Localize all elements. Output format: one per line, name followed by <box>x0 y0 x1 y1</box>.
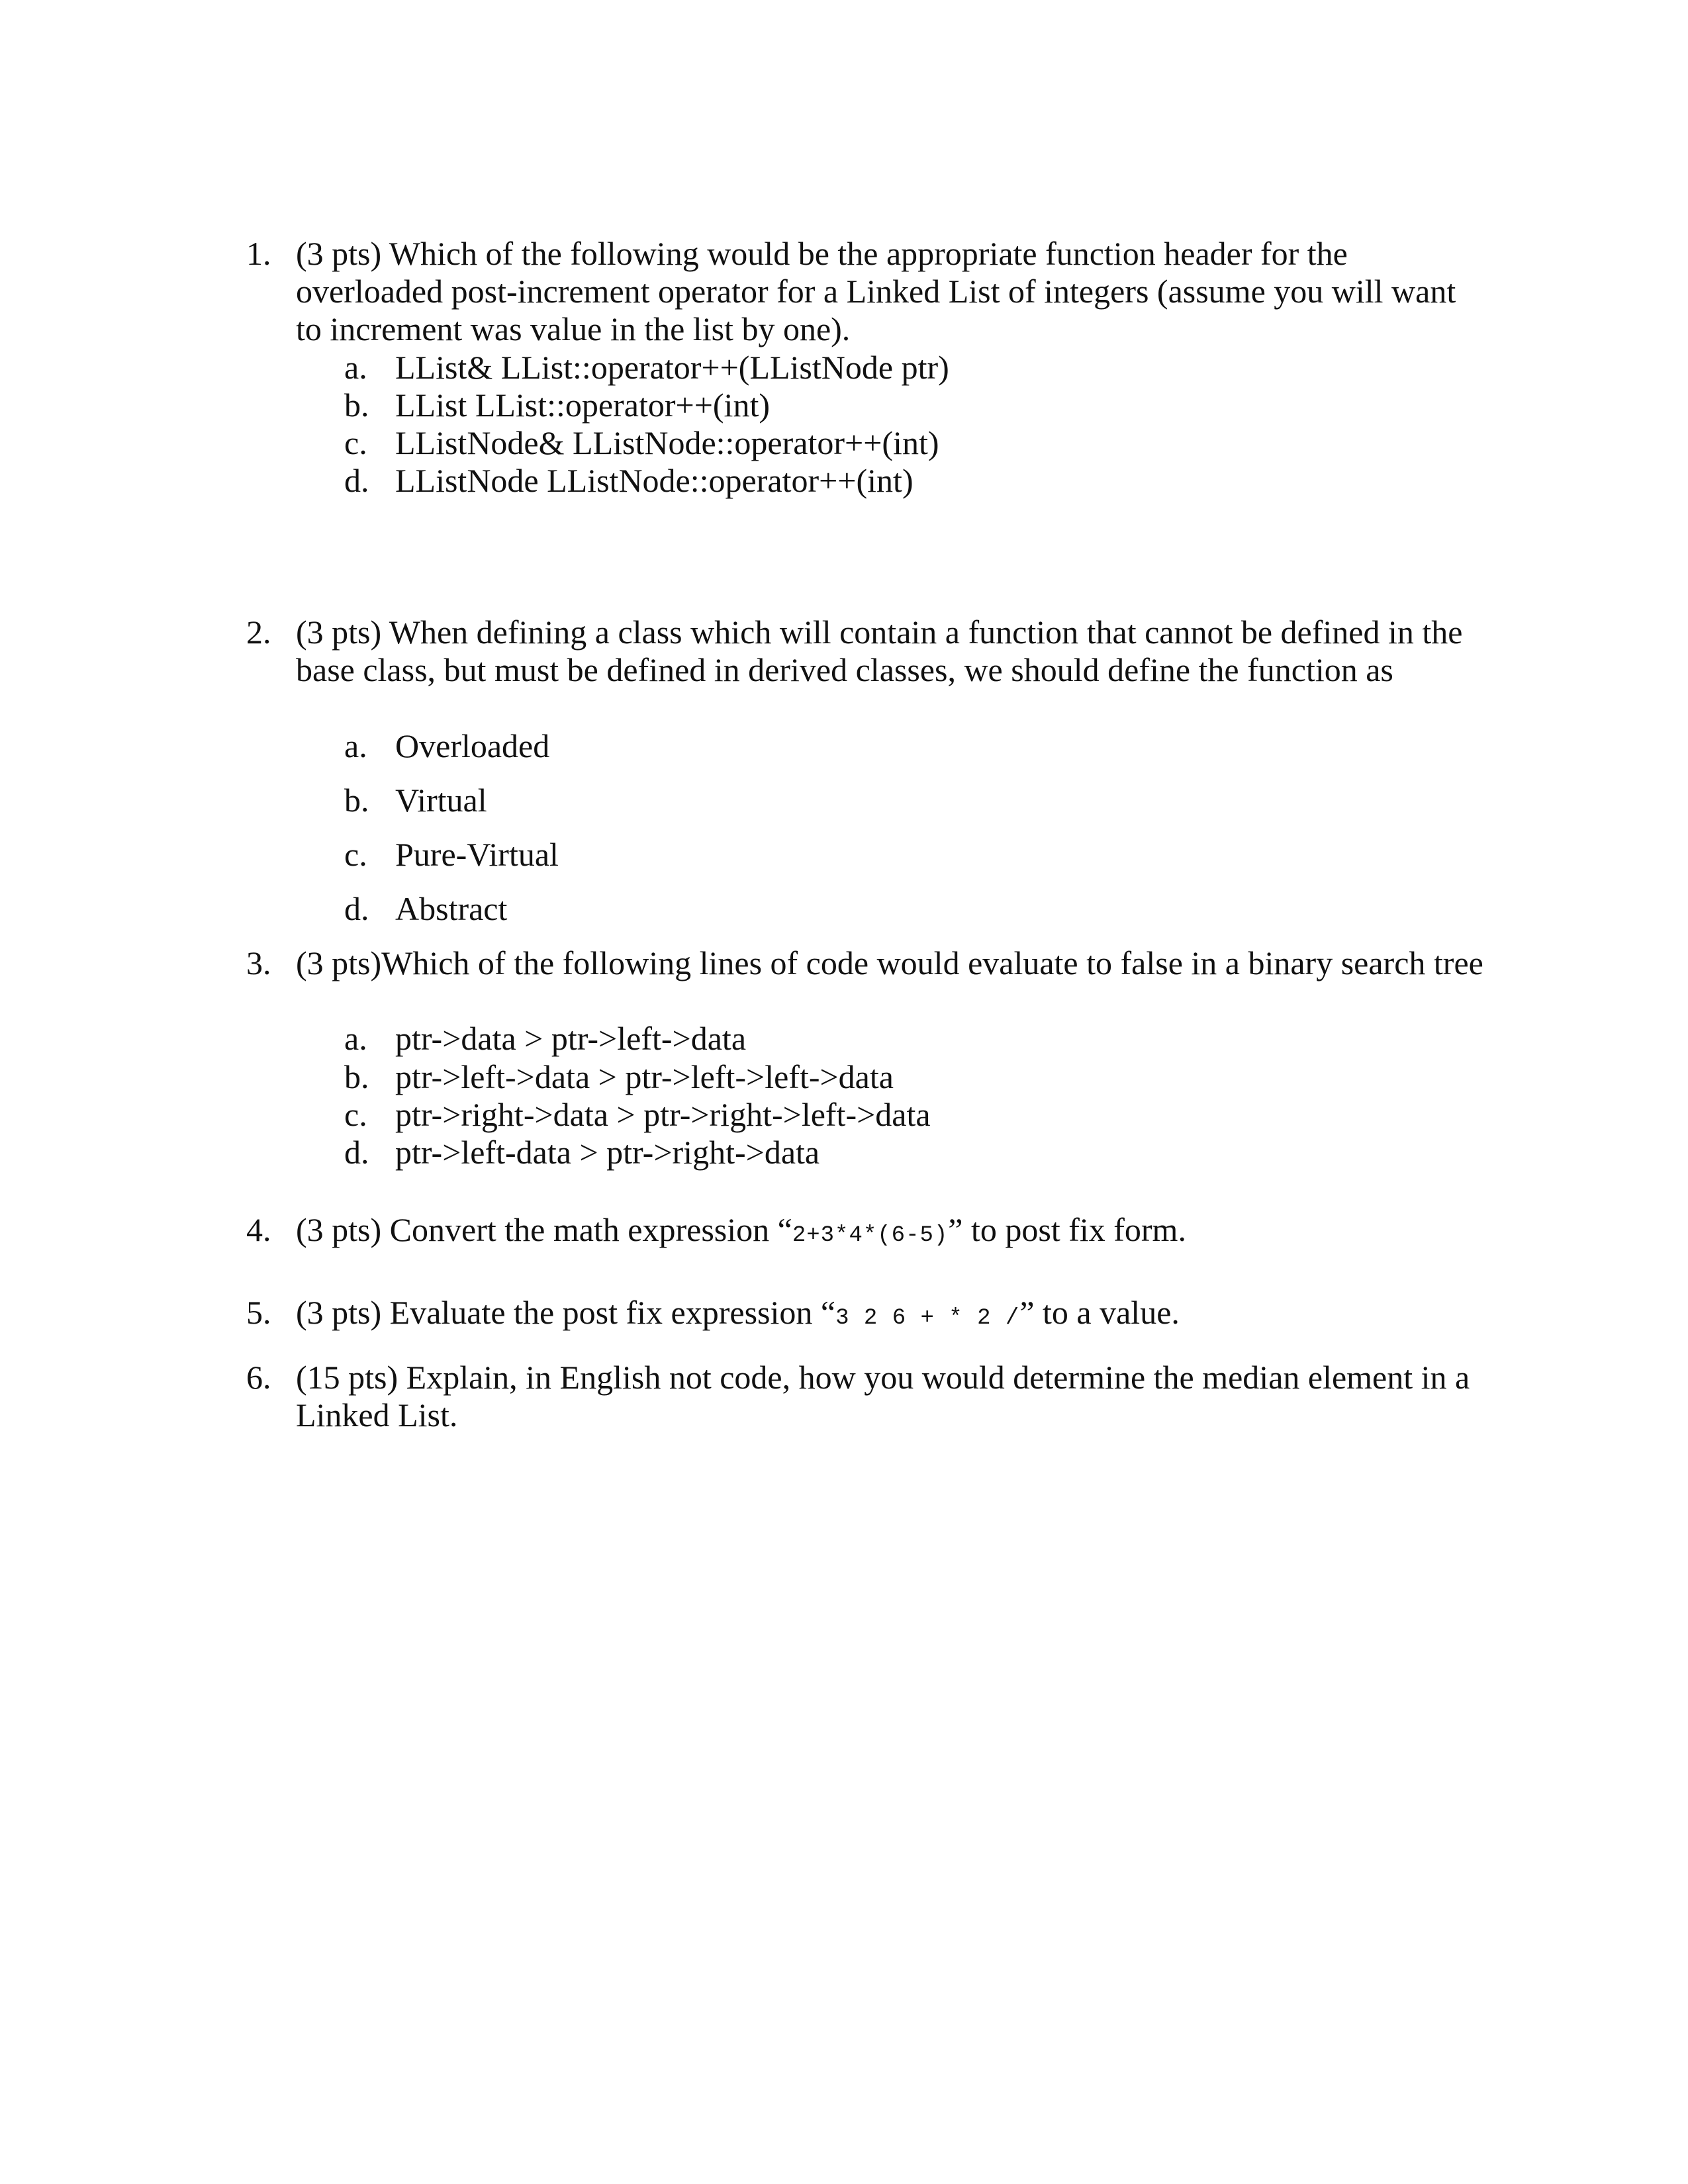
option-text: Virtual <box>395 782 487 819</box>
question-number: 6. <box>246 1359 271 1396</box>
option-letter: c. <box>344 836 367 873</box>
option-text: LListNode& LListNode::operator++(int) <box>395 424 939 461</box>
question-text-line: base class, but must be defined in derived classes, we should define the function as <box>296 651 1393 688</box>
option-letter: a. <box>344 1020 367 1057</box>
option-text: Pure-Virtual <box>395 836 559 873</box>
question-number: 2. <box>246 614 271 651</box>
postfix-expression: 3 2 6 + * 2 / <box>835 1306 1020 1331</box>
option-letter: a. <box>344 727 367 764</box>
option-letter: d. <box>344 1134 369 1171</box>
question-text-suffix: ” to a value. <box>1019 1294 1180 1331</box>
option-letter: b. <box>344 782 369 819</box>
question-text-suffix: ” to post fix form. <box>948 1211 1186 1248</box>
question-number: 1. <box>246 235 271 272</box>
option-letter: b. <box>344 387 369 424</box>
option-text: ptr->data > ptr->left->data <box>395 1020 747 1057</box>
option-text: Overloaded <box>395 727 550 764</box>
question-text-line: (3 pts) Which of the following would be the appropriate function header for the <box>296 235 1348 272</box>
question-text-line: overloaded post-increment operator for a Linked List of integers (assume you will want <box>296 273 1456 310</box>
question-number: 4. <box>246 1211 271 1248</box>
option-text: LList& LList::operator++(LListNode ptr) <box>395 349 949 386</box>
option-text: Abstract <box>395 890 508 927</box>
question-text-line: to increment was value in the list by one). <box>296 310 851 347</box>
question-text-line: (3 pts) When defining a class which will contain a function that cannot be defined in the <box>296 614 1463 651</box>
math-expression: 2+3*4*(6-5) <box>792 1223 949 1248</box>
option-letter: c. <box>344 1096 367 1133</box>
option-text: ptr->right->data > ptr->right->left->data <box>395 1096 931 1133</box>
question-text-line: Linked List. <box>296 1396 458 1433</box>
option-text: LList LList::operator++(int) <box>395 387 770 424</box>
question-text-prefix: (3 pts) Evaluate the post fix expression “ <box>296 1294 836 1331</box>
option-text: ptr->left->data > ptr->left->left->data <box>395 1058 894 1095</box>
question-text-line: (3 pts)Which of the following lines of code would evaluate to false in a binary search tree <box>296 944 1483 981</box>
option-letter: a. <box>344 349 367 386</box>
question-text-prefix: (3 pts) Convert the math expression “ <box>296 1211 792 1248</box>
option-text: LListNode LListNode::operator++(int) <box>395 462 914 499</box>
option-letter: b. <box>344 1058 369 1095</box>
option-text: ptr->left-data > ptr->right->data <box>395 1134 820 1171</box>
option-letter: c. <box>344 424 367 461</box>
option-letter: d. <box>344 462 369 499</box>
question-text-line <box>296 1294 1180 1338</box>
option-letter: d. <box>344 890 369 927</box>
question-text-line <box>296 1211 1186 1255</box>
question-text-line: (15 pts) Explain, in English not code, how you would determine the median element in a <box>296 1359 1470 1396</box>
question-number: 3. <box>246 944 271 981</box>
question-number: 5. <box>246 1294 271 1331</box>
